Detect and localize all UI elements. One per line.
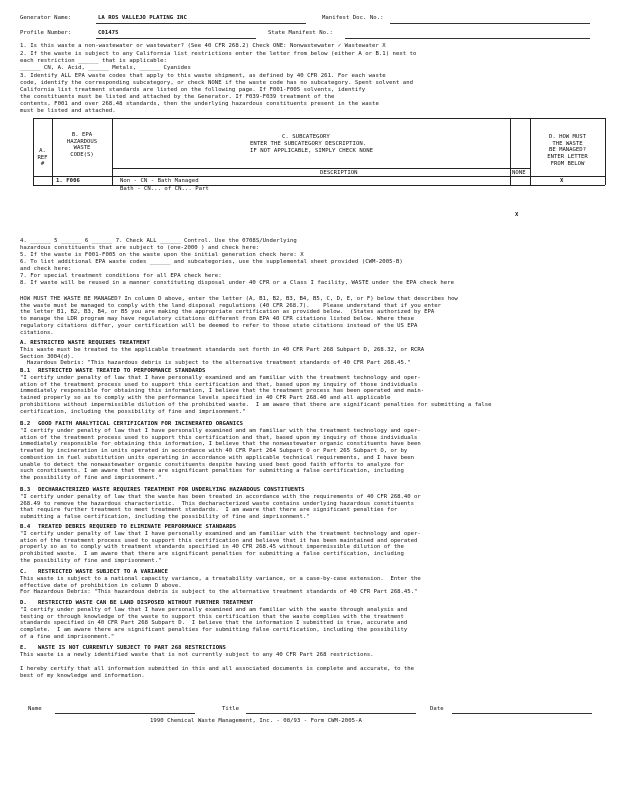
row-epa-code: 1. F006 xyxy=(56,178,80,184)
col-subcategory-sub2: IF NOT APPLICABLE, SIMPLY CHECK NONE xyxy=(250,148,374,154)
section-b4-title: TREATED DEBRIS REQUIRED TO ELIMINATE PERFORMANCE STANDARDS xyxy=(38,524,237,530)
profile-label: Profile Number: xyxy=(20,30,72,36)
section-b3-title: DECHARACTERIZED WASTE REQUIRES TREATMENT FOR UNDERLYING HAZARDOUS CONSTITUENTS xyxy=(38,487,305,493)
section-b1-body: "I certify under penalty of law that I have personally examined and am familiar with the treatment technology and oper- ation of the treatment process used to support this certification and that, based upon my inquiry of those individuals immediately responsible for obtaining this information, I believe that the treatment process has been operated and main- tained properly so as to comply with the performance levels specified in 40 CFR Part 268.40 and all applicable prohibitions without impermissible dilution of the prohibited waste. I am aware that there are significant penalties for submitting a false certification, including the possibility of fine and imprisonment." xyxy=(20,375,492,415)
intro-line: the constituents must be listed and attached by the Generator. If F039-F039 treatment of the xyxy=(20,94,335,100)
lower-line: hazardous constituents that are subject to (one-2000 ) and check here: xyxy=(20,245,260,251)
col-description-header: DESCRIPTION xyxy=(320,170,358,176)
section-d-body: "I certify under penalty of law that I have personally examined and am familiar with the waste through analysis and testing or through knowledge of the waste to support this certification that the waste complies with the treatment standards specified in 40 CFR Part 268 Subpart D. I believe that the information I submitted is true, accurate and complete. I am aware there are significant penalties for submitting false certification, including the possibility of a fine and imprisonment." xyxy=(20,607,408,640)
col-epa-code-header: B. EPA HAZARDOUS WASTE CODE(S) xyxy=(66,132,98,159)
col-subcategory-title: C. SUBCATEGORY xyxy=(282,134,330,140)
row-managed-letter-2: X xyxy=(515,212,519,218)
intro-line: 1. Is this waste a non-wastewater or wastewater? (See 40 CFR 268.2) Check ONE: Nonwastewater ✓ Wastewater X xyxy=(20,43,386,49)
intro-line: ______ CN, A. Acid, ______ Metals, ______ Cyanides xyxy=(20,65,191,71)
section-e-letter: E. xyxy=(20,645,27,651)
generator-label: Generator Name: xyxy=(20,15,72,21)
how-managed-paragraph: HOW MUST THE WASTE BE MANAGED? In column D above, enter the letter (A, B1, B2, B3, B4, B5, C, D, E, or F) below that describes how the waste must be managed to comply with the land disposal regulations (40 CFR 268.7). Please understand that if you enter the letter B1, B2, B3, B4, or B5 you are making the appropriate certification as provided below. (States authorized by EPA to manage the LDR program may have regulatory citations different from EPA 40 CFR citations listed below. Where these regulatory citations differ, your certification will be deemed to refer to those state citations instead of the US EPA citations. xyxy=(20,296,458,336)
intro-line: code, identify the corresponding subcategory, or check NONE if the waste code has no subcategory. Spent solvent and xyxy=(20,80,414,86)
row-subcategory-2: Bath - CN... of CN... Part xyxy=(120,186,209,192)
section-c-body: This waste is subject to a national capacity variance, a treatability variance, or a case-by-case extension. Enter the effective date of prohibition in column D above. For Hazardous Debris: "This hazardous debris is subject to the alternative treatment standards of 40 CFR Part 268.45." xyxy=(20,576,421,596)
section-d-letter: D. xyxy=(20,600,27,606)
state-manifest-label: State Manifest No.: xyxy=(268,30,333,36)
section-a-body: This waste must be treated to the applicable treatment standards set forth in 40 CFR Part 268 Subpart D, 268.32, or RCRA Section 3004(d). Hazardous Debris: "This hazardous debris is subject to the alternative treatment standards of 40 CFR Part 268.45." xyxy=(20,347,425,367)
section-b2-title: GOOD FAITH ANALYTICAL CERTIFICATION FOR INCINERATED ORGANICS xyxy=(38,421,244,427)
title-field[interactable] xyxy=(246,713,416,714)
profile-value: C01475 xyxy=(98,30,119,36)
lower-line: 7. For special treatment conditions for all EPA check here: xyxy=(20,273,222,279)
manifest-label: Manifest Doc. No.: xyxy=(322,15,384,21)
section-b1-title: RESTRICTED WASTE TREATED TO PERFORMANCE STANDARDS xyxy=(38,368,206,374)
row-managed-letter: X xyxy=(560,178,564,184)
state-manifest-underline xyxy=(345,38,590,39)
col-ref-header: A. REF # xyxy=(37,148,48,168)
intro-line: 2. If the waste is subject to any California list restrictions enter the letter from below (either A or B.1) next to xyxy=(20,51,417,57)
col-none-header: NONE xyxy=(512,170,526,176)
section-d-title: RESTRICTED WASTE CAN BE LAND DISPOSED WITHOUT FURTHER TREATMENT xyxy=(38,600,254,606)
intro-line: California list treatment standards are listed on the following page. If F001-F005 solvents, identify xyxy=(20,87,366,93)
lower-line: and check here: xyxy=(20,266,72,272)
generator-value: LA ROS VALLEJO PLATING INC xyxy=(98,15,187,21)
date-field[interactable] xyxy=(452,713,592,714)
final-certification: I hereby certify that all information submitted in this and all associated documents is complete and accurate, to the best of my knowledge and information. xyxy=(20,666,415,679)
lower-line: 8. If waste will be reused in a manner constituting disposal under 40 CFR or a Class I facility, WASTE under the EPA check here xyxy=(20,280,455,286)
name-field[interactable] xyxy=(55,713,195,714)
section-e-title: WASTE IS NOT CURRENTLY SUBJECT TO PART 268 RESTRICTIONS xyxy=(38,645,226,651)
intro-line: each restriction ______ that is applicable: xyxy=(20,58,167,64)
col-subcategory-sub1: ENTER THE SUBCATEGORY DESCRIPTION. xyxy=(250,141,367,147)
section-e-body: This waste is a newly identified waste that is not currently subject to any 40 CFR Part 268 restrictions. xyxy=(20,652,374,658)
intro-line: contents, F001 and over 268.48 standards, then the underlying hazardous constituents present in the waste xyxy=(20,101,379,107)
section-b1-letter: B.1 xyxy=(20,368,31,374)
row-subcategory-1: Non - CN - Bath Managed xyxy=(120,178,199,184)
section-c-letter: C. xyxy=(20,569,27,575)
generator-underline xyxy=(96,23,306,24)
intro-line: must be listed and attached. xyxy=(20,108,116,114)
signature-name-label: Name xyxy=(28,706,42,712)
form-footer: 1990 Chemical Waste Management, Inc. - 08/93 - Form CWM-2005-A xyxy=(150,718,362,724)
signature-title-label: Title xyxy=(222,706,240,712)
lower-line: 6. To list additional EPA waste codes ______ and subcategories, use the supplemental sheet provided (CWM-2005-B) xyxy=(20,259,403,265)
section-b3-body: "I certify under penalty of law that the waste has been treated in accordance with the requirements of 40 CFR 268.40 or 268.49 to remove the hazardous characteristic. This decharacterized waste contains underlying hazardous constituents that require further treatment to meet treatment standards. I am aware that there are significant penalties for submitting a false certification, including the possibility of fine and imprisonment." xyxy=(20,494,421,521)
profile-underline xyxy=(96,38,256,39)
manifest-underline xyxy=(390,23,590,24)
col-how-managed-header: D. HOW MUST THE WASTE BE MANAGED? ENTER LETTER FROM BELOW xyxy=(547,134,588,167)
section-a-title: A. RESTRICTED WASTE REQUIRES TREATMENT xyxy=(20,340,150,346)
section-b2-letter: B.2 xyxy=(20,421,31,427)
intro-line: 3. Identify ALL EPA waste codes that apply to this waste shipment, as defined by 40 CFR 261. For each waste xyxy=(20,73,386,79)
lower-line: 5. If the waste is F001-F005 on the waste upon the initial generation check here: X xyxy=(20,252,304,258)
section-b2-body: "I certify under penalty of law that I have personally examined and am familiar with the treatment technology and oper- ation of the treatment process used to support this certification and that, based upon my inquiry of those individuals immediately responsible for obtaining this information, I believe that the nonwastewater organic constituents have been treated by incineration in units operated in accordance with 40 CFR Part 264 Subpart O or Part 265 Subpart O, or by combustion in fuel substitution units operating in accordance with applicable technical requirements, and I have been unable to detect the nonwastewater organic constituents despite having used best good faith efforts to analyze for such constituents. I am aware that there are significant penalties for submitting a false certification, including the possibility of fine and imprisonment." xyxy=(20,428,421,481)
section-c-title: RESTRICTED WASTE SUBJECT TO A VARIANCE xyxy=(38,569,168,575)
section-b3-letter: B.3 xyxy=(20,487,31,493)
section-b4-body: "I certify under penalty of law that I have personally examined and am familiar with the treatment technology and oper- ation of the treatment process used to support this certification and believe that it has been maintained and operated properly so as to comply with treatment standards specified in 40 CFR 268.45 without impermissible dilution of the prohibited waste. I am aware that there are significant penalties for submitting a false certification, including the possibility of fine and imprisonment." xyxy=(20,531,421,564)
signature-date-label: Date xyxy=(430,706,444,712)
lower-line: 4. ______ 5 ______ 6 ______ 7. Check ALL ______ Control. Use the 0708S/Underlying xyxy=(20,238,297,244)
section-b4-letter: B.4 xyxy=(20,524,31,530)
